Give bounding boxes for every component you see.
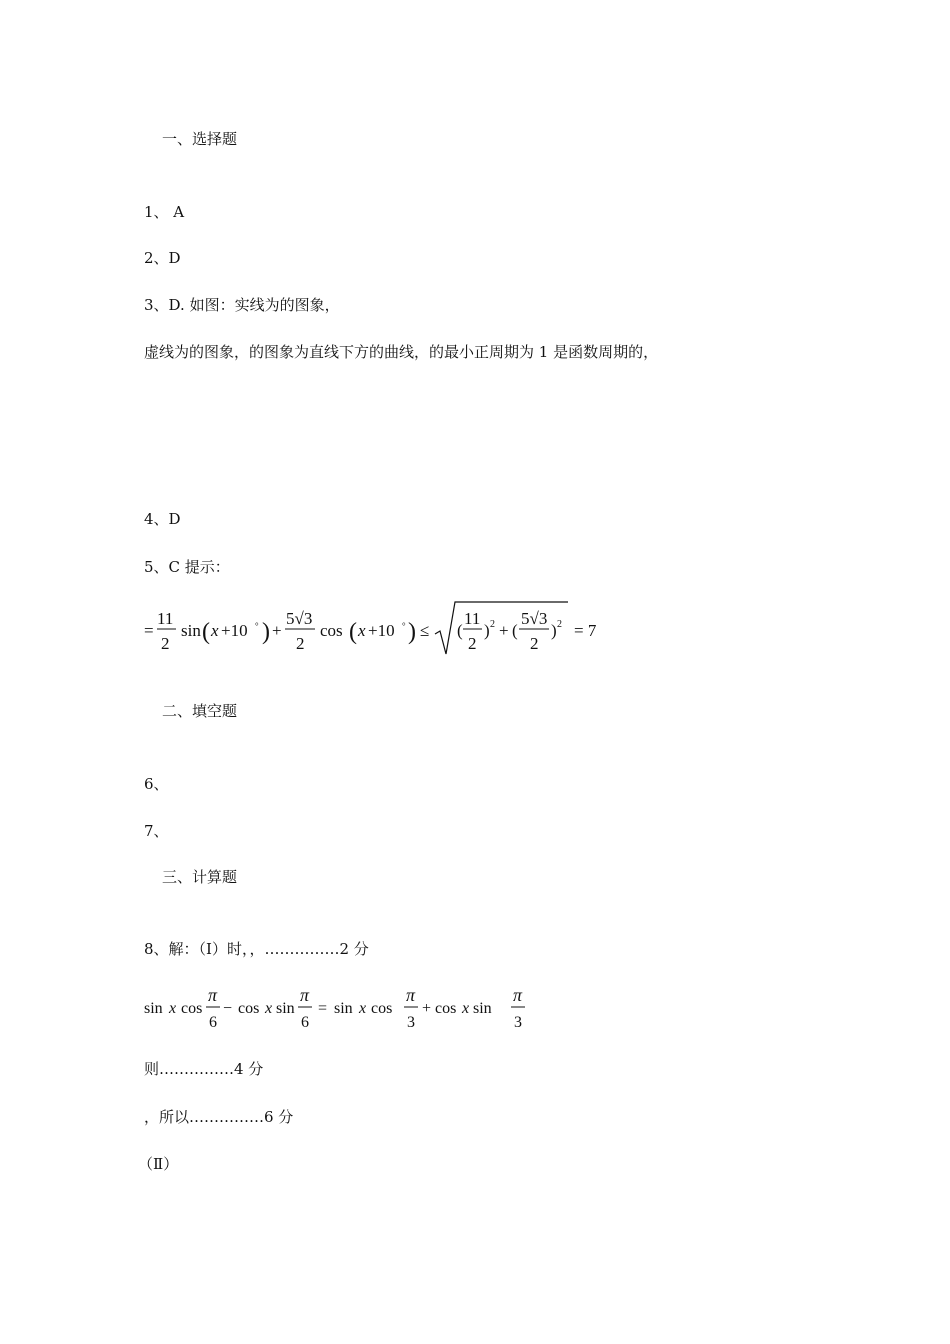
svg-text:3: 3 (514, 1014, 522, 1031)
svg-text:2: 2 (296, 634, 305, 653)
svg-text:x: x (358, 621, 366, 640)
svg-text:(: ( (349, 619, 357, 645)
svg-text:): ) (408, 619, 416, 645)
svg-text:−: − (223, 1000, 233, 1017)
svg-text:): ) (484, 621, 490, 640)
answer-7: 7、 (144, 822, 169, 840)
svg-text:cos: cos (238, 1000, 260, 1017)
answer-3-continued: 虚线为的图象，的图象为直线下方的曲线，的最小正周期为 1 是函数周期的， (144, 343, 659, 361)
svg-text:3: 3 (407, 1014, 415, 1031)
svg-text:sin: sin (181, 621, 201, 640)
answer-8-step-3: ，所以……………6 分 (144, 1108, 294, 1126)
answer-8-part-2: （Ⅱ） (138, 1155, 179, 1173)
svg-text:+10: +10 (368, 621, 395, 640)
svg-text:sin: sin (276, 1000, 295, 1017)
answer-8-step-2: 则……………4 分 (144, 1060, 264, 1078)
svg-text:cos: cos (435, 1000, 457, 1017)
svg-text:x: x (211, 621, 219, 640)
svg-text:+: + (272, 621, 282, 640)
svg-text:11: 11 (464, 609, 481, 628)
svg-text:cos: cos (371, 1000, 393, 1017)
svg-text:sin: sin (144, 1000, 163, 1017)
svg-text:°: ° (402, 621, 406, 631)
svg-text:sin: sin (473, 1000, 492, 1017)
svg-text:cos: cos (181, 1000, 203, 1017)
formula-hint-5 (144, 596, 614, 666)
svg-text:+10: +10 (221, 621, 248, 640)
svg-text:2: 2 (490, 619, 495, 630)
answer-8: 8、解：（Ⅰ）时，，……………2 分 (144, 940, 369, 958)
svg-text:6: 6 (209, 1014, 217, 1031)
svg-text:11: 11 (157, 609, 174, 628)
svg-text:π: π (406, 985, 416, 1005)
svg-text:2: 2 (557, 619, 562, 630)
answer-5: 5、C 提示： (144, 558, 230, 576)
answer-1: 1、 A (144, 203, 185, 221)
svg-text:≤: ≤ (420, 621, 430, 640)
svg-text:5√3: 5√3 (286, 609, 313, 628)
svg-text:π: π (300, 985, 310, 1005)
svg-text:x: x (169, 1000, 177, 1017)
svg-text:(: ( (457, 621, 463, 640)
answer-4: 4、D (144, 510, 181, 528)
svg-text:+: + (422, 1000, 432, 1017)
svg-text:x: x (265, 1000, 273, 1017)
formula-answer-8 (144, 982, 544, 1042)
svg-text:π: π (513, 985, 523, 1005)
svg-text:2: 2 (161, 634, 170, 653)
svg-text:cos: cos (320, 621, 343, 640)
answer-2: 2、D (144, 249, 181, 267)
section-heading-calc: 三、计算题 (162, 868, 238, 886)
svg-text:5√3: 5√3 (521, 609, 548, 628)
svg-text:2: 2 (530, 634, 539, 653)
svg-text:(: ( (512, 621, 518, 640)
answer-6: 6、 (144, 775, 169, 793)
svg-text:2: 2 (468, 634, 477, 653)
svg-text:6: 6 (301, 1014, 309, 1031)
svg-text:=: = (318, 1000, 328, 1017)
svg-text:π: π (208, 985, 218, 1005)
svg-text:= 7: = 7 (574, 621, 597, 640)
section-heading-fill: 二、填空题 (162, 702, 238, 720)
svg-text:°: ° (255, 621, 259, 631)
svg-text:+: + (499, 621, 509, 640)
svg-text:x: x (462, 1000, 470, 1017)
svg-text:=: = (144, 621, 154, 640)
section-heading-choice: 一、选择题 (162, 130, 238, 148)
svg-text:(: ( (202, 619, 210, 645)
svg-text:): ) (551, 621, 557, 640)
answer-3: 3、D. 如图：实线为的图象， (144, 296, 340, 314)
svg-text:sin: sin (334, 1000, 353, 1017)
svg-text:): ) (262, 619, 270, 645)
svg-text:x: x (359, 1000, 367, 1017)
